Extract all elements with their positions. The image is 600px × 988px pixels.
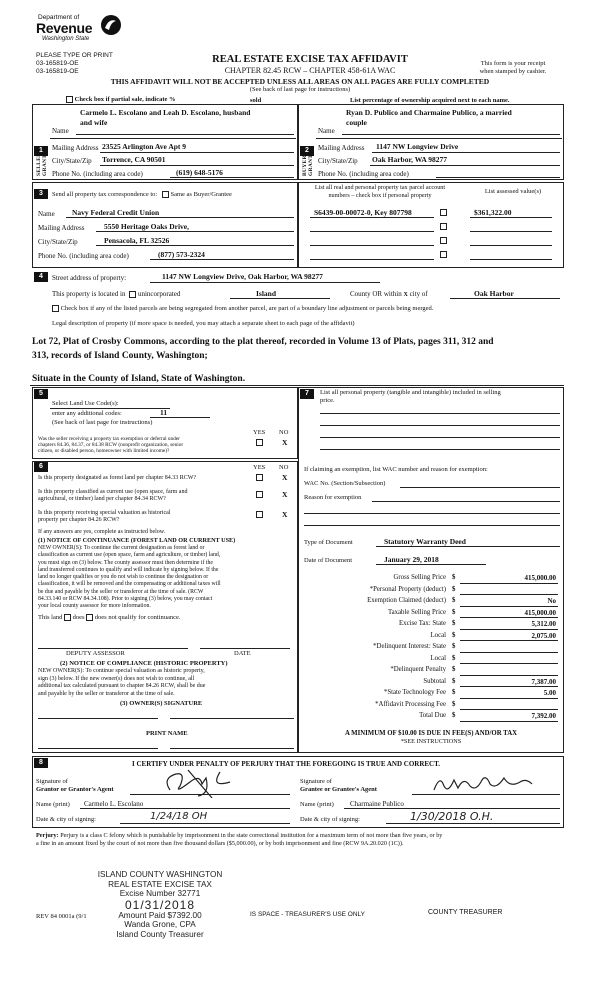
section5-number: 5 — [34, 389, 48, 399]
stamp-line-1: ISLAND COUNTY WASHINGTON — [97, 870, 223, 879]
perjury-text-1: Perjury is a class C felony which is punishable by imprisonment in the state correctional institution for a maximum term of not more than five years, or by — [60, 832, 443, 839]
notice-compliance-line: NEW OWNER(S): To continue special valuation as historic property, — [38, 668, 205, 674]
partial-sale-checkbox[interactable] — [66, 96, 73, 103]
tax-row-label: Local — [430, 631, 446, 639]
grantee-name-value[interactable]: Charmaine Publico — [350, 800, 404, 808]
select-land-use-label: Select Land Use Code(s): — [52, 400, 119, 407]
partial-sale-row — [66, 96, 176, 103]
current-use-question-2: agricultural, or timber) land per chapter 84.34 RCW? — [38, 496, 166, 502]
section2-city-value[interactable]: Oak Harbor, WA 98277 — [372, 155, 448, 164]
tax-row-currency: $ — [452, 631, 456, 639]
deputy-assessor-label: DEPUTY ASSESSOR — [66, 650, 125, 657]
section5-yes-header: YES — [253, 429, 266, 436]
parcel-header-1: List all real and personal property tax parcel account — [314, 184, 446, 191]
stamp-line-6: Wanda Grone, CPA — [124, 920, 196, 930]
exemption-question-1: Was the seller receiving a property tax exemption or deferral under — [38, 436, 180, 442]
section6-no-header: NO — [279, 464, 289, 471]
grantor-signature-label-2: Grantor or Grantor's Agent — [36, 786, 114, 793]
grantee-date-value[interactable]: 1/30/2018 O.H. — [410, 810, 494, 823]
certify-statement: I CERTIFY UNDER PENALTY OF PERJURY THAT THE FOREGOING IS TRUE AND CORRECT. — [132, 760, 441, 768]
segregated-row — [52, 305, 433, 312]
stamp-line-3: Excise Number 32771 — [119, 889, 201, 899]
parcel-4-personal-checkbox[interactable] — [440, 251, 447, 258]
stamp-line-5: Amount Paid $7392.00 — [118, 910, 202, 920]
perjury-label: Perjury: — [36, 832, 59, 839]
legal-line-3[interactable]: Situate in the County of Island, State of Washington. — [32, 374, 246, 384]
section7-number: 7 — [300, 389, 314, 399]
tax-row-value[interactable]: 5.00 — [543, 689, 556, 697]
current-use-no-answer[interactable]: X — [282, 490, 288, 499]
receipt-note-1: This form is your receipt — [480, 60, 546, 67]
legal-line-1[interactable]: Lot 72, Plat of Crosby Commons, according to the plat thereof, recorded in Volume 13 of Plats, pages 311, 312 and — [32, 337, 494, 347]
county-label: County OR within X city of — [350, 290, 428, 298]
section1-name-value-1[interactable]: Carmelo L. Escolano and Leah D. Escolano, husband — [80, 108, 251, 117]
tax-row-currency: $ — [452, 689, 456, 696]
historic-no-answer[interactable]: X — [282, 510, 288, 519]
this-land-label: This land — [38, 614, 63, 621]
form-number-1: 03-165819-OE — [36, 60, 79, 67]
notice-continuance-line: your local county assessor for more information. — [38, 603, 151, 610]
county-treasurer-label: COUNTY TREASURER — [428, 909, 503, 916]
assessed-value[interactable]: $361,322.00 — [474, 208, 512, 217]
tax-row-label: Local — [430, 654, 446, 662]
parcel-value[interactable]: S6439-00-00072-0, Key 807798 — [314, 208, 412, 217]
logo-swirl-icon — [100, 14, 122, 36]
exemption-question-3: citizen, or disabled person, homeowner with limited income)? — [38, 448, 170, 454]
logo-line-state: Washington State — [42, 36, 90, 42]
forest-no-answer[interactable]: X — [282, 473, 288, 482]
tax-row-currency: $ — [452, 608, 456, 616]
partial-sale-sold: sold — [250, 97, 262, 104]
logo-line-department: Department of — [38, 14, 80, 21]
grantor-date-value[interactable]: 1/24/18 OH — [150, 811, 208, 822]
historic-yes-checkbox[interactable] — [256, 511, 263, 518]
exemption-question-2: chapters 84.36, 84.37, or 84.38 RCW (nonprofit organization, senior — [38, 442, 184, 448]
tax-row-value[interactable]: 5,312.00 — [531, 620, 556, 628]
tax-row-label: *Personal Property (deduct) — [369, 585, 446, 593]
section3-send-label — [52, 191, 232, 198]
list-percentage-note: List percentage of ownership acquired next to each name. — [350, 97, 510, 104]
section3-name-value[interactable]: Navy Federal Credit Union — [72, 208, 160, 217]
section3-phone-label: Phone No. (including area code) — [38, 252, 129, 260]
tax-row-label: *Delinquent Penalty — [390, 666, 446, 673]
historic-question-2: property per chapter 84.26 RCW? — [38, 517, 120, 523]
grantor-signature-label-1: Signature of — [36, 778, 68, 785]
section3-mailing-value[interactable]: 5550 Heritage Oaks Drive, — [104, 222, 189, 231]
deputy-date-label: DATE — [234, 650, 251, 657]
county-value[interactable]: Island — [256, 289, 277, 298]
does-checkbox[interactable] — [64, 614, 71, 621]
tax-row-currency: $ — [452, 585, 456, 593]
notice-continuance-line: classification as current use (open space, farm and agriculture, or timber) land, — [38, 552, 221, 559]
tax-row-label: *State Technology Fee — [383, 689, 446, 696]
tax-row-currency: $ — [452, 666, 456, 673]
section2-name-value-1[interactable]: Ryan D. Publico and Charmaine Publico, a married — [346, 108, 512, 117]
grantor-name-label: Name (print) — [36, 801, 70, 808]
segregated-label: Check box if any of the listed parcels are being segregated from another parcel, are part of a boundary line adjustment or parcels being merged. — [60, 305, 434, 312]
tax-row-value[interactable]: No — [547, 597, 556, 605]
notice-compliance-line: and payable by the seller or transferor at the time of sale. — [38, 690, 175, 697]
section8-number: 8 — [34, 758, 48, 768]
tax-row-currency: $ — [452, 620, 456, 627]
section1-number: 1 — [34, 146, 48, 156]
section4-number: 4 — [34, 272, 48, 282]
forest-yes-checkbox[interactable] — [256, 474, 263, 481]
does-label: does — [72, 614, 85, 621]
parcel-header-2: numbers – check box if personal property — [328, 192, 432, 199]
notice-continuance-line: NEW OWNER(S): To continue the current designation as forest land or — [38, 545, 205, 551]
section3-number: 3 — [34, 189, 48, 199]
tax-row-currency: $ — [452, 597, 456, 604]
tax-row-label: Excise Tax: State — [399, 620, 446, 627]
grantor-name-value[interactable]: Carmelo L. Escolano — [84, 800, 144, 808]
this-land-row — [38, 614, 181, 621]
section5-no-header: NO — [279, 429, 289, 436]
county-or-label: County OR within — [350, 290, 402, 298]
doc-date-value[interactable]: January 29, 2018 — [384, 555, 439, 564]
see-instructions: *SEE INSTRUCTIONS — [400, 738, 462, 745]
doc-type-label: Type of Document — [304, 539, 353, 546]
partial-sale-label: Check box if partial sale, indicate % — [74, 96, 176, 103]
claiming-exemption: If claiming an exemption, list WAC number and reason for exemption: — [304, 466, 488, 473]
grantee-signature-drawing[interactable] — [430, 770, 540, 796]
additional-codes-label: enter any additional codes: — [52, 410, 122, 417]
treasurer-stamp — [90, 870, 230, 940]
list-personal-2: price. — [320, 397, 335, 404]
section3-city-value[interactable]: Pensacola, FL 32526 — [104, 236, 170, 245]
located-row — [52, 290, 180, 298]
section3-name-label: Name — [38, 210, 55, 218]
section1-city-value[interactable]: Torrence, CA 90501 — [102, 155, 166, 164]
section3-city-label: City/State/Zip — [38, 238, 78, 246]
tax-row-value[interactable]: 2,075.00 — [531, 631, 556, 640]
section1-mailing-label: Mailing Address — [52, 144, 99, 152]
section6-number: 6 — [34, 462, 48, 472]
wac-label: WAC No. (Section/Subsection) — [304, 480, 386, 487]
section2-number: 2 — [300, 146, 314, 156]
section3-phone-value[interactable]: (877) 573-2324 — [158, 250, 205, 259]
section3-mailing-label: Mailing Address — [38, 224, 85, 232]
tax-row-label: Total Due — [419, 712, 446, 719]
stamp-line-2: REAL ESTATE EXCISE TAX — [108, 879, 212, 889]
stamp-line-4: 01/31/2018 — [124, 897, 196, 912]
exemption-no-answer[interactable]: X — [282, 438, 288, 447]
unincorporated-checkbox[interactable] — [129, 291, 136, 298]
land-use-code-value[interactable]: 11 — [160, 408, 168, 417]
notice-compliance-title: (2) NOTICE OF COMPLIANCE (HISTORIC PROPERTY) — [60, 660, 228, 667]
historic-question-1: Is this property receiving special valuation as historical — [38, 510, 171, 516]
parcel-2-personal-checkbox[interactable] — [440, 223, 447, 230]
form-chapter: CHAPTER 82.45 RCW – CHAPTER 458-61A WAC — [224, 66, 396, 75]
grantee-signature-label-2: Grantee or Grantee's Agent — [300, 786, 377, 793]
doc-type-value[interactable]: Statutory Warranty Deed — [384, 537, 466, 546]
section5-see-back: (See back of last page for instructions) — [52, 419, 153, 426]
legal-line-2[interactable]: 313, records of Island County, Washington; — [32, 351, 208, 361]
tax-row-label: Subtotal — [423, 677, 446, 685]
parcel-1-personal-checkbox[interactable] — [440, 209, 447, 216]
assessed-header: List assessed value(s) — [484, 188, 542, 195]
grantee-name-label: Name (print) — [300, 801, 334, 808]
tax-row-label: Gross Selling Price — [393, 574, 446, 581]
section1-phone-value[interactable]: (619) 648-5176 — [176, 168, 223, 177]
section1-name-value-2[interactable]: and wife — [80, 118, 108, 127]
minimum-due: A MINIMUM OF $10.00 IS DUE IN FEE(S) AND/OR TAX — [344, 730, 518, 737]
tax-row-label: *Delinquent Interest: State — [373, 643, 446, 650]
legal-label: Legal description of property (if more space is needed, you may attach a separate sheet to each page of the affidavit) — [52, 320, 355, 327]
see-back-instructions: (See back of last page for instructions) — [249, 86, 351, 93]
grantee-signature-label-1: Signature of — [300, 778, 332, 785]
notice-compliance-line: sign (3) below. If the new owner(s) does not wish to continue, all — [38, 675, 195, 682]
receipt-note-2: when stamped by cashier. — [479, 68, 547, 75]
section2-side-label: BUYER GRANTEE — [302, 146, 314, 176]
notice-compliance-text — [38, 668, 296, 698]
print-name-label: PRINT NAME — [146, 730, 188, 737]
section2-mailing-value[interactable]: 1147 NW Longview Drive — [376, 142, 459, 151]
notice-compliance-line: additional tax calculated pursuant to chapter 84.26 RCW, shall be due — [38, 683, 206, 689]
if-any-yes: If any answers are yes, complete as instructed below. — [38, 529, 166, 535]
form-title: REAL ESTATE EXCISE TAX AFFIDAVIT — [212, 54, 408, 65]
section6-yes-header: YES — [253, 464, 266, 471]
logo-line-revenue: Revenue — [36, 20, 93, 36]
dor-logo — [36, 14, 126, 50]
notice-continuance-title: (1) NOTICE OF CONTINUANCE (FOREST LAND OR CURRENT USE) — [38, 537, 236, 544]
tax-row-label: *Affidavit Processing Fee — [375, 700, 446, 708]
section2-phone-label: Phone No. (including area code) — [318, 170, 409, 178]
rev-number: REV 84 0001a (9/1 — [36, 913, 87, 920]
acceptance-warning: THIS AFFIDAVIT WILL NOT BE ACCEPTED UNLESS ALL AREAS ON ALL PAGES ARE FULLY COMPLETED — [110, 77, 490, 86]
notice-continuance-line: be due and payable by the seller or transferor at the time of sale. (RCW — [38, 588, 204, 595]
tax-row-label: Exemption Claimed (deduct) — [367, 597, 446, 604]
segregated-checkbox[interactable] — [52, 305, 59, 312]
tax-row-currency: $ — [452, 677, 456, 685]
tax-row-value[interactable]: 415,000.00 — [524, 574, 556, 582]
tax-row-label: Taxable Selling Price — [387, 608, 446, 616]
street-value[interactable]: 1147 NW Longview Drive, Oak Harbor, WA 98277 — [162, 272, 323, 281]
tax-row-value[interactable]: 7,387.00 — [531, 677, 556, 686]
section1-mailing-value[interactable]: 23525 Arlington Ave Apt 9 — [102, 142, 187, 151]
section2-mailing-label: Mailing Address — [318, 144, 365, 152]
section2-name-label: Name — [318, 127, 335, 135]
notice-continuance-text — [38, 545, 296, 611]
grantee-date-label: Date & city of signing: — [300, 816, 360, 823]
unincorporated-label: unincorporated — [137, 290, 181, 298]
current-use-yes-checkbox[interactable] — [256, 491, 263, 498]
tax-row-currency: $ — [452, 643, 456, 650]
notice-continuance-line: you must sign on (3) below. The county assessor must then determine if the — [38, 559, 214, 566]
section2-name-value-2[interactable]: couple — [346, 118, 367, 127]
street-label: Street address of property: — [52, 274, 127, 282]
exemption-yes-checkbox[interactable] — [256, 439, 263, 446]
tax-row-currency: $ — [452, 574, 456, 581]
grantor-date-label: Date & city of signing: — [36, 816, 96, 823]
section1-name-label: Name — [52, 127, 69, 135]
list-personal-1: List all personal property (tangible and intangible) included in selling — [320, 389, 501, 396]
section2-city-label: City/State/Zip — [318, 157, 358, 165]
stamp-line-7: Island County Treasurer — [116, 929, 204, 939]
tax-row-value[interactable]: 415,000.00 — [524, 608, 556, 617]
tax-row-currency: $ — [452, 654, 456, 662]
notice-continuance-line: 84.33.140 or RCW 84.34.108). Prior to signing (3) below, you may contact — [38, 596, 213, 603]
does-not-label: does not qualify for continuance. — [94, 614, 181, 621]
perjury-text-2: a fine in an amount fixed by the court of not more than five thousand dollars ($5,000.00), or by both imprisonment and fine (RCW 9A.20.020 (1C)). — [36, 840, 404, 847]
tax-row-currency: $ — [452, 712, 456, 719]
reason-label: Reason for exemption — [304, 494, 362, 501]
same-as-buyer-checkbox[interactable] — [162, 191, 169, 198]
notice-continuance-line: land transferred continues to qualify and will indicate by signing below. If the — [38, 566, 219, 573]
section1-phone-label: Phone No. (including area code) — [52, 170, 143, 178]
notice-continuance-line: classification, it will be removed and the compensating or additional taxes will — [38, 581, 221, 588]
city-of-label: city of — [409, 290, 428, 298]
please-type: PLEASE TYPE OR PRINT — [36, 52, 113, 59]
doc-date-label: Date of Document — [304, 557, 353, 564]
tax-row-currency: $ — [452, 700, 456, 708]
section1-side-label: SELLER GRANTOR — [36, 145, 48, 176]
perjury-line-1 — [36, 832, 442, 839]
current-use-question-1: Is this property classified as current use (open space, farm and — [38, 489, 188, 495]
notice-continuance-line: land no longer qualifies or you do not wish to continue the designation or — [38, 574, 209, 581]
section1-city-label: City/State/Zip — [52, 157, 92, 165]
parcel-3-personal-checkbox[interactable] — [440, 237, 447, 244]
form-number-2: 03-165819-OE — [36, 68, 79, 75]
treasurer-use-only: IS SPACE - TREASURER'S USE ONLY — [250, 911, 366, 918]
tax-row-value[interactable]: 7,392.00 — [531, 712, 556, 720]
owner-signature-label: (3) OWNER(S) SIGNATURE — [120, 700, 203, 707]
section3-send-text: Send all property tax correspondence to: — [52, 191, 158, 198]
same-as-buyer-label: Same as Buyer/Grantee — [170, 191, 232, 198]
located-label: This property is located in — [52, 290, 126, 298]
city-value[interactable]: Oak Harbor — [474, 289, 514, 298]
does-not-checkbox[interactable] — [86, 614, 93, 621]
forest-land-question: Is this property designated as forest land per chapter 84.33 RCW? — [38, 475, 197, 481]
